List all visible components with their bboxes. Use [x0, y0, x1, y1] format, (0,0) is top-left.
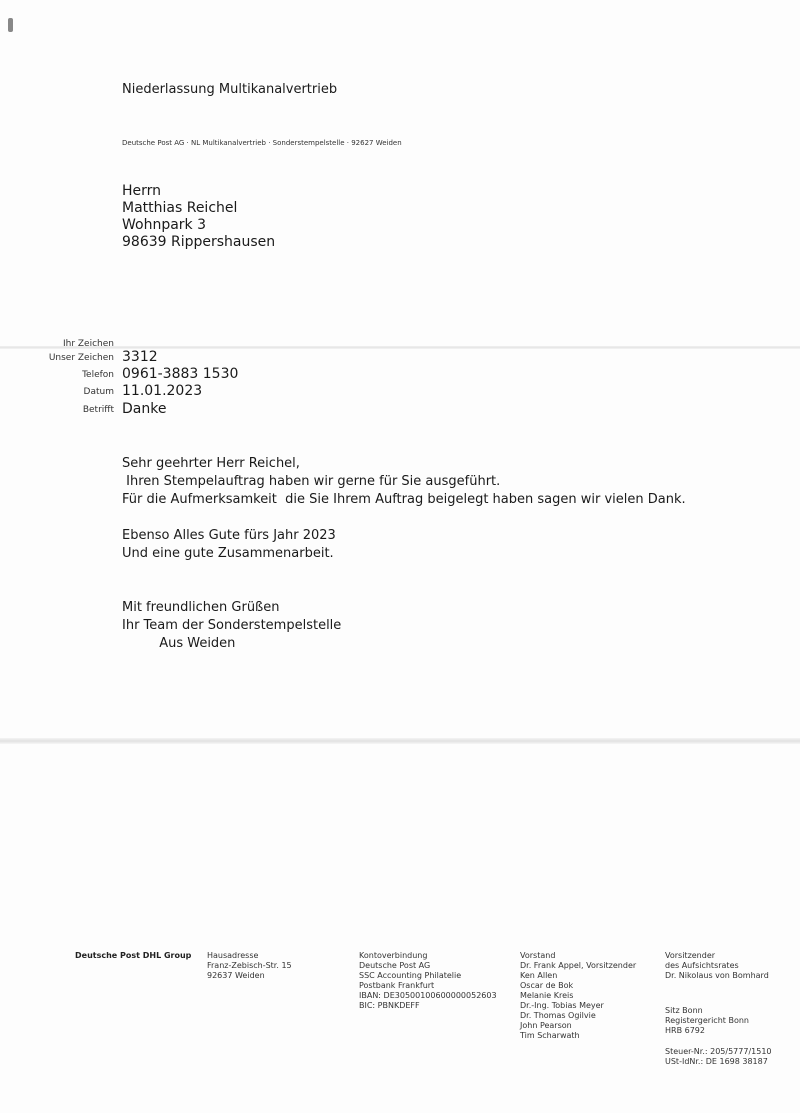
closing: Mit freundlichen Grüßen: [122, 600, 280, 615]
footer-line: Dr. Nikolaus von Bomhard: [665, 971, 769, 980]
body-line: Für die Aufmerksamkeit die Sie Ihrem Auftrag beigelegt haben sagen wir vielen Dank.: [122, 492, 686, 507]
recipient-street: Wohnpark 3: [122, 217, 207, 233]
recipient-name: Matthias Reichel: [122, 200, 238, 216]
footer-line: Deutsche Post AG: [359, 961, 431, 970]
footer-line: John Pearson: [520, 1021, 572, 1030]
footer-bank: [359, 951, 497, 1011]
telefon-row: [0, 366, 400, 383]
footer-line: Registergericht Bonn: [665, 1016, 749, 1025]
footer-line: HRB 6792: [665, 1026, 705, 1035]
unser-zeichen-value: 3312: [122, 349, 158, 365]
scan-mark: [8, 18, 13, 32]
telefon-label: Telefon: [82, 370, 114, 380]
footer-tax: [665, 1047, 772, 1067]
footer-line: Vorstand: [520, 951, 556, 960]
footer-line: Hausadresse: [207, 951, 259, 960]
betrifft-value: Danke: [122, 401, 167, 417]
footer-supervisory: [665, 951, 769, 981]
footer-registry: [665, 1006, 749, 1036]
recipient-salutation: Herrn: [122, 183, 162, 199]
footer-line: Ken Allen: [520, 971, 558, 980]
signature-line: Ihr Team der Sonderstempelstelle: [122, 618, 342, 633]
body-line: Und eine gute Zusammenarbeit.: [122, 546, 334, 561]
betrifft-row: [0, 401, 400, 418]
footer-line: Dr.-Ing. Tobias Meyer: [520, 1001, 604, 1010]
fold-line: [0, 738, 800, 744]
footer-line: Oscar de Bok: [520, 981, 574, 990]
betrifft-label: Betrifft: [82, 405, 114, 415]
footer-line: Tim Scharwath: [520, 1031, 580, 1040]
footer-brand: Deutsche Post DHL Group: [75, 951, 192, 960]
body-line: Ebenso Alles Gute fürs Jahr 2023: [122, 528, 336, 543]
telefon-value: 0961-3883 1530: [122, 366, 239, 382]
footer-line: BIC: PBNKDEFF: [359, 1001, 420, 1010]
signature-line: Aus Weiden: [122, 636, 236, 651]
footer-line: USt-IdNr.: DE 1698 38187: [665, 1057, 768, 1066]
body-line: Ihren Stempelauftrag haben wir gerne für Sie ausgeführt.: [122, 474, 501, 489]
footer-line: Vorsitzender: [665, 951, 716, 960]
greeting: Sehr geehrter Herr Reichel,: [122, 456, 300, 471]
unser-zeichen-label: Unser Zeichen: [48, 353, 114, 363]
footer-line: Postbank Frankfurt: [359, 981, 435, 990]
datum-value: 11.01.2023: [122, 383, 203, 399]
footer-line: SSC Accounting Philatelie: [359, 971, 462, 980]
footer-line: 92637 Weiden: [207, 971, 265, 980]
datum-row: [0, 383, 400, 400]
footer-board: [520, 951, 636, 1041]
recipient-city: 98639 Rippershausen: [122, 234, 276, 250]
footer-line: Dr. Thomas Ogilvie: [520, 1011, 596, 1020]
footer-line: Kontoverbindung: [359, 951, 428, 960]
sender-line: Deutsche Post AG · NL Multikanalvertrieb · Sonderstempelstelle · 92627 Weiden: [122, 139, 402, 147]
letter-body: [122, 455, 686, 653]
footer-line: des Aufsichtsrates: [665, 961, 739, 970]
footer-line: Sitz Bonn: [665, 1006, 703, 1015]
recipient-address: [122, 183, 275, 251]
unser-zeichen-row: [0, 349, 400, 366]
ihr-zeichen-label: Ihr Zeichen: [62, 339, 114, 349]
datum-label: Datum: [83, 387, 114, 397]
footer-address: [207, 951, 292, 981]
footer-line: Steuer-Nr.: 205/5777/1510: [665, 1047, 772, 1056]
footer-line: Franz-Zebisch-Str. 15: [207, 961, 292, 970]
footer-line: Melanie Kreis: [520, 991, 574, 1000]
letterhead-title: Niederlassung Multikanalvertrieb: [122, 82, 338, 97]
footer-line: Dr. Frank Appel, Vorsitzender: [520, 961, 637, 970]
footer-line: IBAN: DE30500100600000052603: [359, 991, 497, 1000]
